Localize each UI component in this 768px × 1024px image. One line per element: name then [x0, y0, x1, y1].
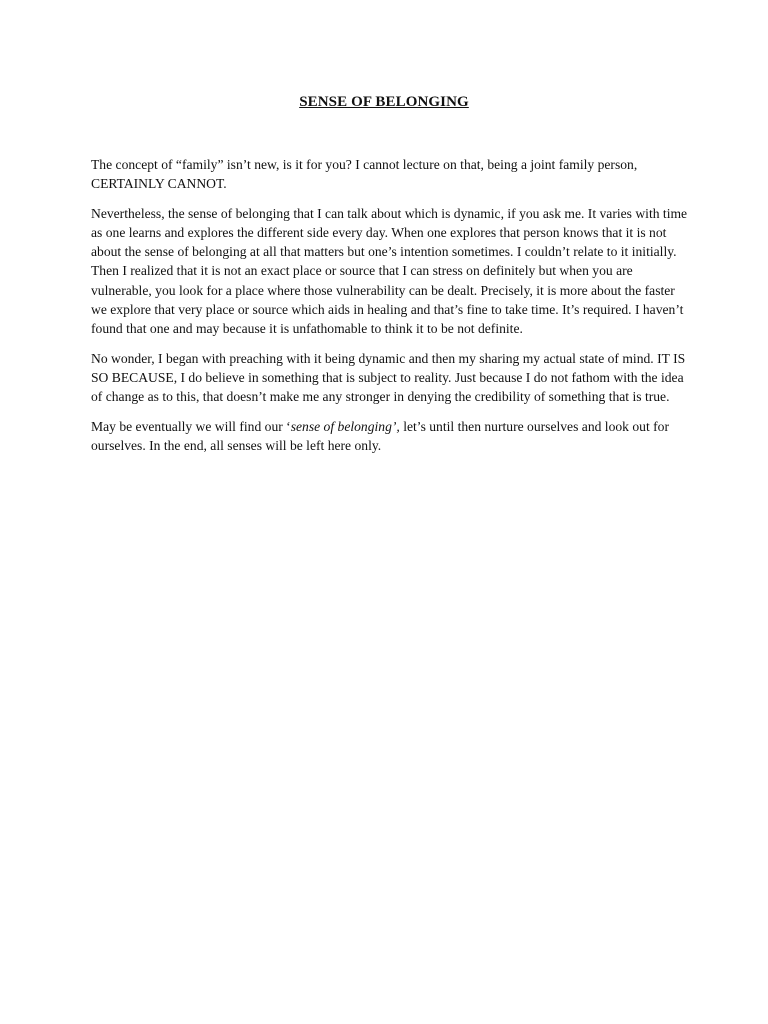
paragraph-3: No wonder, I began with preaching with it being dynamic and then my sharing my actual state of mind. IT IS SO BECAUSE, I do believe in something that is subject to reality. Just because I do not fathom with the idea of change as to this, that doesn’t make me any stronger in denying the credibility of something that is true.	[91, 350, 686, 405]
paragraph-4-tail: let’s until then nurture ourselves and look out for ourselves. In the end, all senses will be left here only.	[91, 418, 669, 453]
paragraph-1: The concept of “family” isn’t new, is it for you? I cannot lecture on that, being a joint family person, CERTAINLY CANNOT.	[91, 157, 638, 192]
paragraph-4	[91, 417, 688, 456]
italic-phrase: sense of belonging’,	[290, 418, 400, 434]
document-title: SENSE OF BELONGING	[299, 94, 469, 110]
document-body	[91, 155, 688, 465]
paragraph-4-lead: May be eventually we will find our ‘	[91, 418, 291, 434]
paragraph-2: Nevertheless, the sense of belonging that I can talk about which is dynamic, if you ask me. It varies with time as one learns and explores the different side every day. When one explores that person knows that it is not about the sense of belonging at all that matters but one’s intention sometimes. I couldn’t relate to it initially. Then I realized that it is not an exact place or source that I can stress on definitely but when you are vulnerable, you look for a place where those vulnerability can be dealt. Precisely, it is more about the faster we explore that very place or source which aids in healing and that’s fine to take time. It’s required. I haven’t found that one and may because it is unfathomable to think it to be not definite.	[91, 205, 688, 337]
